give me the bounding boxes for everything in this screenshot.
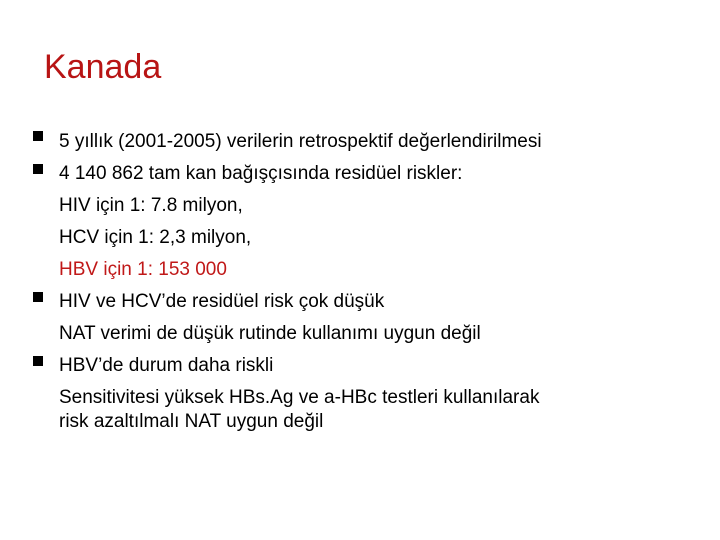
sub-line: risk azaltılmalı NAT uygun değil (59, 411, 324, 432)
bullet-text: 5 yıllık (2001-2005) verilerin retrospektif değerlendirilmesi (59, 131, 542, 152)
sub-line-highlight: HBV için 1: 153 000 (59, 259, 227, 280)
sub-line: NAT verimi de düşük rutinde kullanımı uygun değil (59, 323, 481, 344)
sub-line: Sensitivitesi yüksek HBs.Ag ve a-HBc testleri kullanılarak (59, 387, 540, 408)
bullet-text: 4 140 862 tam kan bağışçısında residüel riskler: (59, 163, 463, 184)
bullet-marker (33, 131, 43, 141)
sub-line: HIV için 1: 7.8 milyon, (59, 195, 243, 216)
bullet-marker (33, 292, 43, 302)
page-title: Kanada (44, 48, 162, 86)
bullet-marker (33, 356, 43, 366)
bullet-text: HBV’de durum daha riskli (59, 355, 274, 376)
bullet-text: HIV ve HCV’de residüel risk çok düşük (59, 291, 385, 312)
bullet-marker (33, 164, 43, 174)
sub-line: HCV için 1: 2,3 milyon, (59, 227, 252, 248)
